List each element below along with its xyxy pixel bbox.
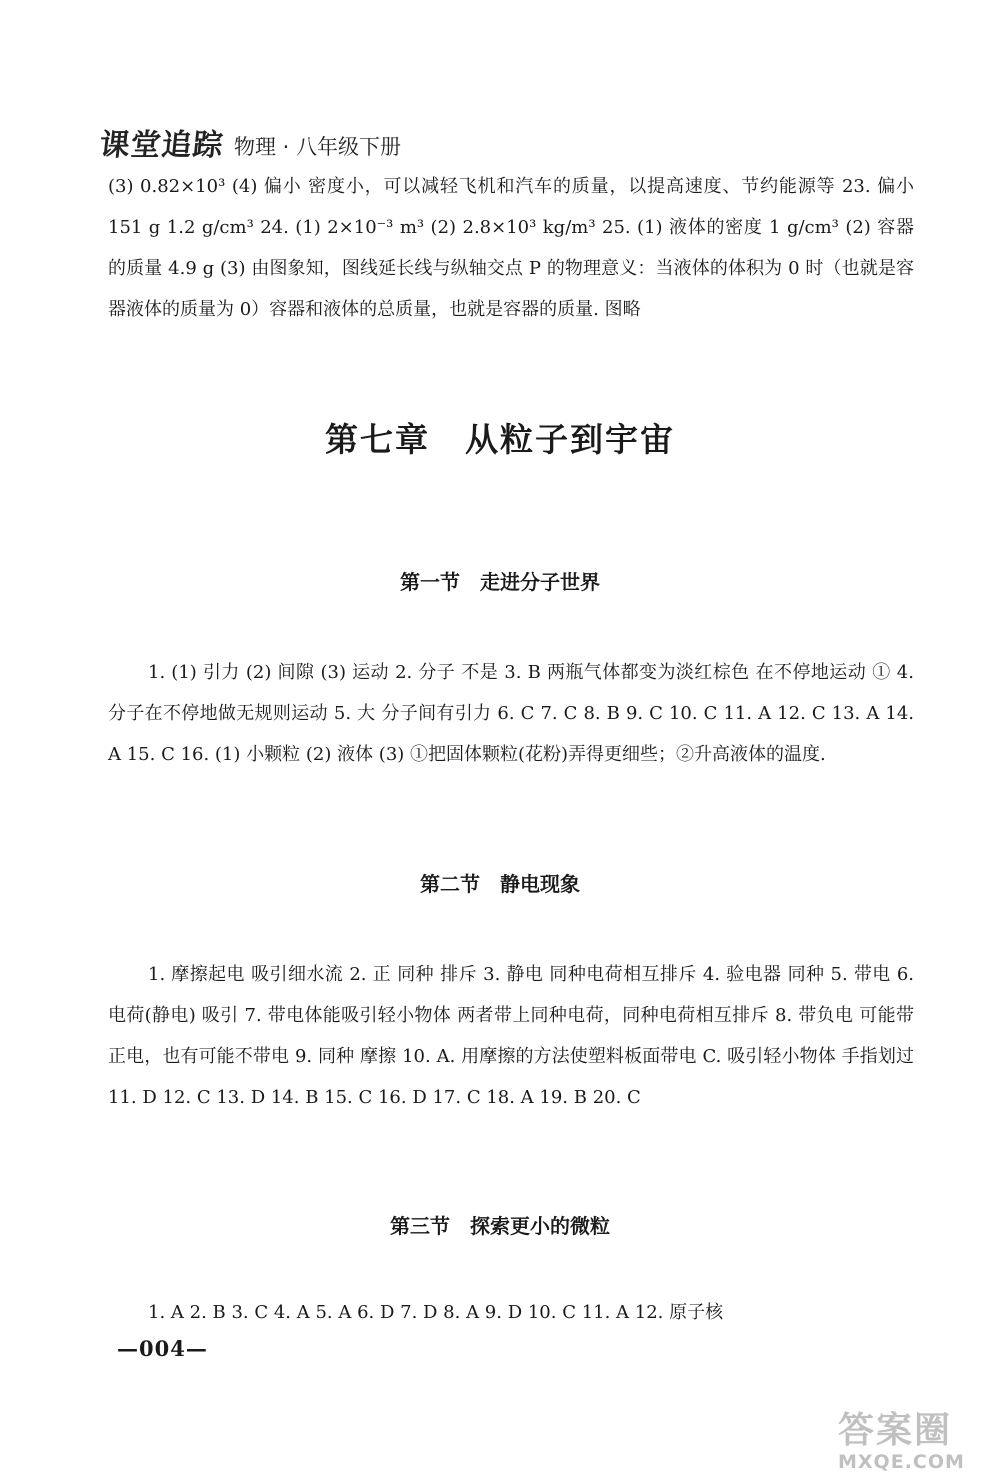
section-answers-1: 1. (1) 引力 (2) 间隙 (3) 运动 2. 分子 不是 3. B 两瓶气体都变为淡红棕色 在不停地运动 ① 4. 分子在不停地做无规则运动 5. 大 分子间有引力 6. C 7. C 8. B 9. C 10. C 11. A 12. C 13. A 14. A 15. C 16. (1) 小颗粒 (2) 液体 (3) ①把固体颗粒(花粉)弄得更细些；②升高液体的温度. — [108, 662, 914, 765]
brand-logo: 课堂追踪 — [97, 128, 226, 163]
book-subject: 物理 · 八年级下册 — [234, 135, 402, 159]
section-title-2: 第二节 静电现象 — [420, 872, 580, 896]
watermark-logo — [838, 1402, 998, 1474]
chapter-title: 第七章 从粒子到宇宙 — [325, 420, 675, 459]
watermark-text: 答案圈 — [838, 1410, 953, 1451]
section-answers-2: 1. 摩擦起电 吸引细水流 2. 正 同种 排斥 3. 静电 同种电荷相互排斥 4. 验电器 同种 5. 带电 6. 电荷(静电) 吸引 7. 带电体能吸引轻小物体 两者带上同种电荷，同种电荷相互排斥 8. 带负电 可能带正电，也有可能不带电 9. 同种 摩擦 10. A. 用摩擦的方法使塑料板面带电 C. 吸引轻小物体 手指划过 11. D 12. C 13. D 14. B 15. C 16. D 17. C 18. A 19. B 20. C — [108, 964, 914, 1108]
section-title-1: 第一节 走进分子世界 — [400, 570, 600, 594]
previous-answers-block: (3) 0.82×10³ (4) 偏小 密度小，可以减轻飞机和汽车的质量，以提高速度、节约能源等 23. 偏小 151 g 1.2 g/cm³ 24. (1) 2×10⁻³ m³ (2) 2.8×10³ kg/m³ 25. (1) 液体的密度 1 g/cm³ (2) 容器的质量 4.9 g (3) 由图象知，图线延长线与纵轴交点 P 的物理意义：当液体的体积为 0 时（也就是容器液体的质量为 0）容器和液体的总质量，也就是容器的质量. 图略 — [108, 176, 914, 320]
section-title-3: 第三节 探索更小的微粒 — [390, 1214, 610, 1238]
watermark-domain: MXQE.COM — [838, 1451, 965, 1473]
section-answers-3: 1. A 2. B 3. C 4. A 5. A 6. D 7. D 8. A 9. D 10. C 11. A 12. 原子核 — [148, 1302, 724, 1323]
page-number: —004— — [117, 1336, 208, 1361]
page-header — [97, 124, 402, 164]
